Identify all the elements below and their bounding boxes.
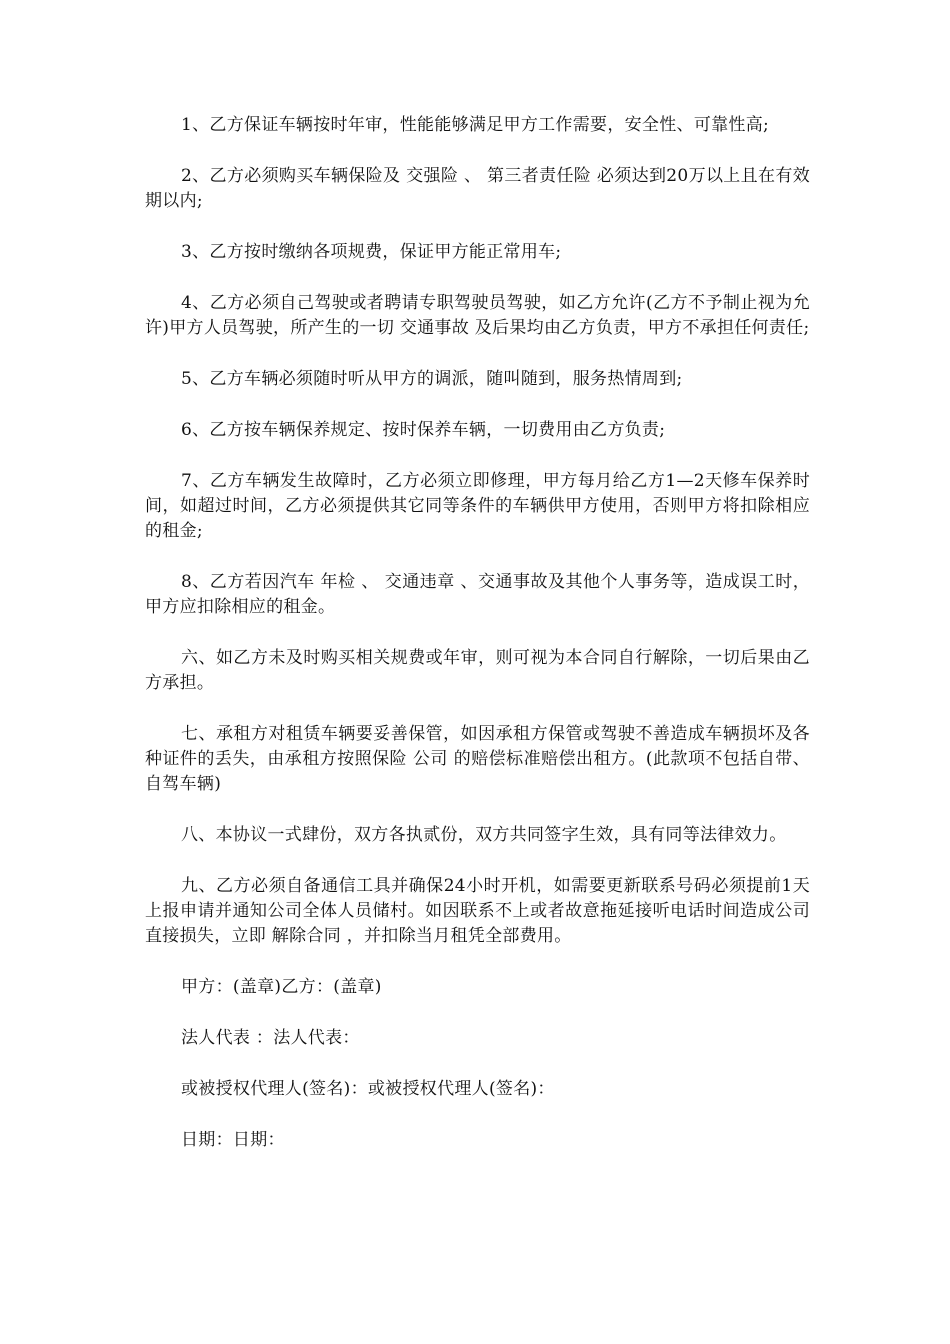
clause-2: 2、乙方必须购买车辆保险及 交强险 、 第三者责任险 必须达到20万以上且在有效期以内; [145,166,810,211]
signature-seal-line: 甲方：(盖章)乙方：(盖章) [181,977,382,997]
signature-date-line: 日期：日期： [181,1130,285,1150]
section-7: 七、承租方对租赁车辆要妥善保管，如因承租方保管或驾驶不善造成车辆损坏及各种证件的丢失，由承租方按照保险 公司 的赔偿标准赔偿出租方。(此款项不包括自带、自驾车辆) [145,724,810,794]
section-6: 六、如乙方未及时购买相关规费或年审，则可视为本合同自行解除，一切后果由乙方承担。 [145,648,810,693]
signature-legal-rep-line: 法人代表 ：法人代表： [181,1028,360,1048]
clause-8: 8、乙方若因汽车 年检 、 交通违章 、交通事故及其他个人事务等，造成误工时，甲方应扣除相应的租金。 [145,572,810,617]
clause-5: 5、乙方车辆必须随时听从甲方的调派，随叫随到，服务热情周到; [181,369,683,389]
section-9: 九、乙方必须自备通信工具并确保24小时开机，如需要更新联系号码必须提前1天上报申请并通知公司全体人员储村。如因联系不上或者故意拖延接听电话时间造成公司直接损失，立即 解除合同 ，并扣除当月租凭全部费用。 [145,876,810,946]
clause-7: 7、乙方车辆发生故障时，乙方必须立即修理，甲方每月给乙方1—2天修车保养时间，如超过时间，乙方必须提供其它同等条件的车辆供甲方使用，否则甲方将扣除相应的租金; [145,471,810,541]
clause-1: 1、乙方保证车辆按时年审，性能能够满足甲方工作需要，安全性、可靠性高; [181,115,770,135]
section-8: 八、本协议一式肆份，双方各执贰份，双方共同签字生效，具有同等法律效力。 [181,825,787,845]
clause-3: 3、乙方按时缴纳各项规费，保证甲方能正常用车; [181,242,562,262]
clause-6: 6、乙方按车辆保养规定、按时保养车辆，一切费用由乙方负责; [181,420,666,440]
clause-4: 4、乙方必须自己驾驶或者聘请专职驾驶员驾驶，如乙方允许(乙方不予制止视为允许)甲方人员驾驶，所产生的一切 交通事故 及后果均由乙方负责，甲方不承担任何责任; [145,293,810,338]
signature-agent-line: 或被授权代理人(签名)：或被授权代理人(签名)： [181,1079,555,1099]
document-body [145,113,810,1179]
